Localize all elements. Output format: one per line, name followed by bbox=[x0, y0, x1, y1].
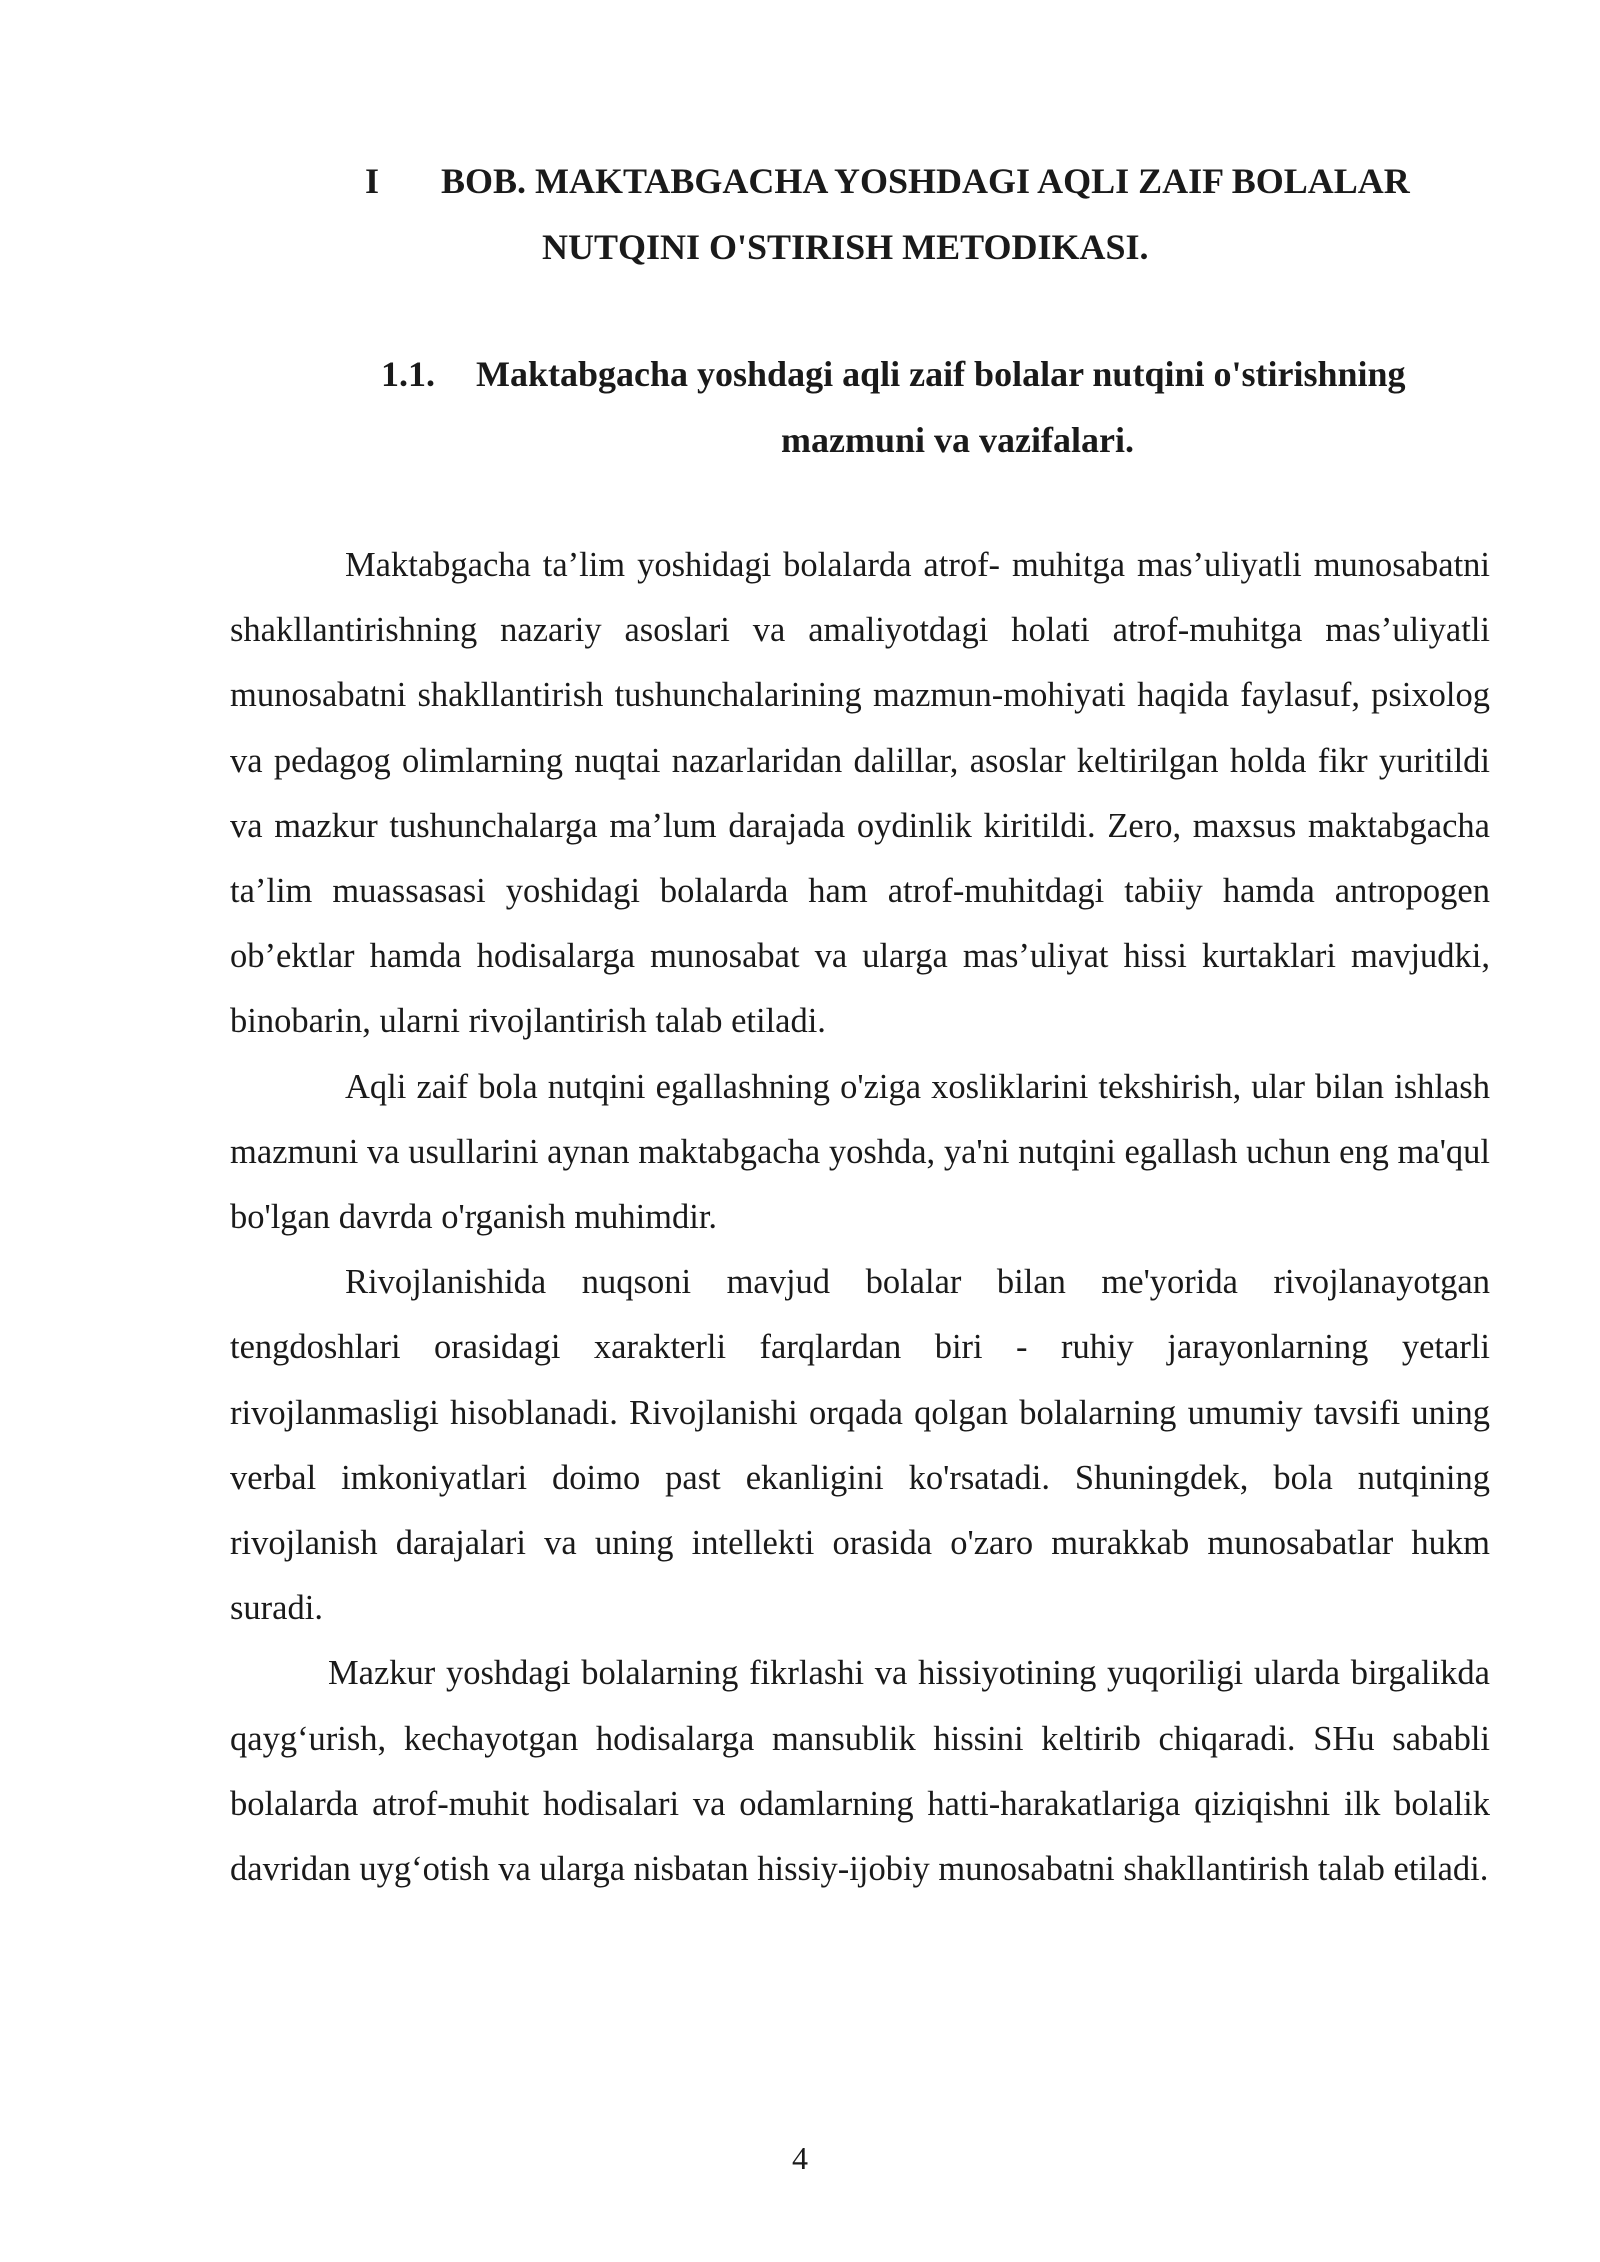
chapter-title-line2: NUTQINI O'STIRISH METODIKASI. bbox=[542, 227, 1149, 267]
body-text bbox=[230, 533, 1490, 1902]
section-heading bbox=[381, 341, 1491, 473]
section-heading-line1 bbox=[381, 341, 1491, 407]
chapter-heading bbox=[365, 148, 1485, 280]
section-number: 1.1. bbox=[381, 354, 435, 394]
paragraph-3: Rivojlanishida nuqsoni mavjud bolalar bilan me'yorida rivojlanayotgan tengdoshlari orasidagi xarakterli farqlardan biri - ruhiy jarayonlarning yetarli rivojlanmasligi hisoblanadi. Rivojlanishi orqada qolgan bolalarning umumiy tavsifi uning verbal imkoniyatlari doimo past ekanligini ko'rsatadi. Shuningdek, bola nutqining rivojlanish darajalari va uning intellekti orasida o'zaro murakkab munosabatlar hukm suradi. bbox=[230, 1263, 1490, 1628]
paragraph-2: Aqli zaif bola nutqini egallashning o'ziga xosliklarini tekshirish, ular bilan ishlash mazmuni va usullarini aynan maktabgacha yoshda, ya'ni nutqini egallash uchun eng ma'qul bo'lgan davrda o'rganish muhimdir. bbox=[230, 1067, 1490, 1237]
paragraph-1: Maktabgacha ta’lim yoshidagi bolalarda atrof- muhitga mas’uliyatli munosabatni shakllantirishning nazariy asoslari va amaliyotdagi holati atrof-muhitga mas’uliyatli munosabatni shakllantirish tushunchalarining mazmun-mohiyati haqida faylasuf, psixolog va pedagog olimlarning nuqtai nazarlaridan dalillar, asoslar keltirilgan holda fikr yuritildi va mazkur tushunchalarga ma’lum darajada oydinlik kiritildi. Zero, maxsus maktabgacha ta’lim muassasasi yoshidagi bolalarda ham atrof-muhitdagi tabiiy hamda antropogen ob’ektlar hamda hodisalarga munosabat va ularga mas’uliyat hissi kurtaklari mavjudki, binobarin, ularni rivojlantirish talab etiladi. bbox=[230, 546, 1490, 1041]
paragraph-4: Mazkur yoshdagi bolalarning fikrlashi va hissiyotining yuqoriligi ularda birgalikda qayg‘urish, kechayotgan hodisalarga mansublik hissini keltirib chiqaradi. SHu sababli bolalarda atrof-muhit hodisalari va odamlarning hatti-harakatlariga qiziqishni ilk bolalik davridan uyg‘otish va ularga nisbatan hissiy-ijobiy munosabatni shakllantirish talab etiladi. bbox=[230, 1654, 1490, 1889]
section-title-line1: Maktabgacha yoshdagi aqli zaif bolalar nutqini o'stirishning bbox=[476, 354, 1406, 394]
page-number: 4 bbox=[792, 2140, 808, 2176]
chapter-heading-line1 bbox=[365, 148, 1485, 214]
section-title-line2: mazmuni va vazifalari. bbox=[781, 420, 1134, 460]
chapter-number: I bbox=[365, 161, 380, 201]
chapter-title-line1: BOB. MAKTABGACHA YOSHDAGI AQLI ZAIF BOLALAR bbox=[441, 161, 1410, 201]
